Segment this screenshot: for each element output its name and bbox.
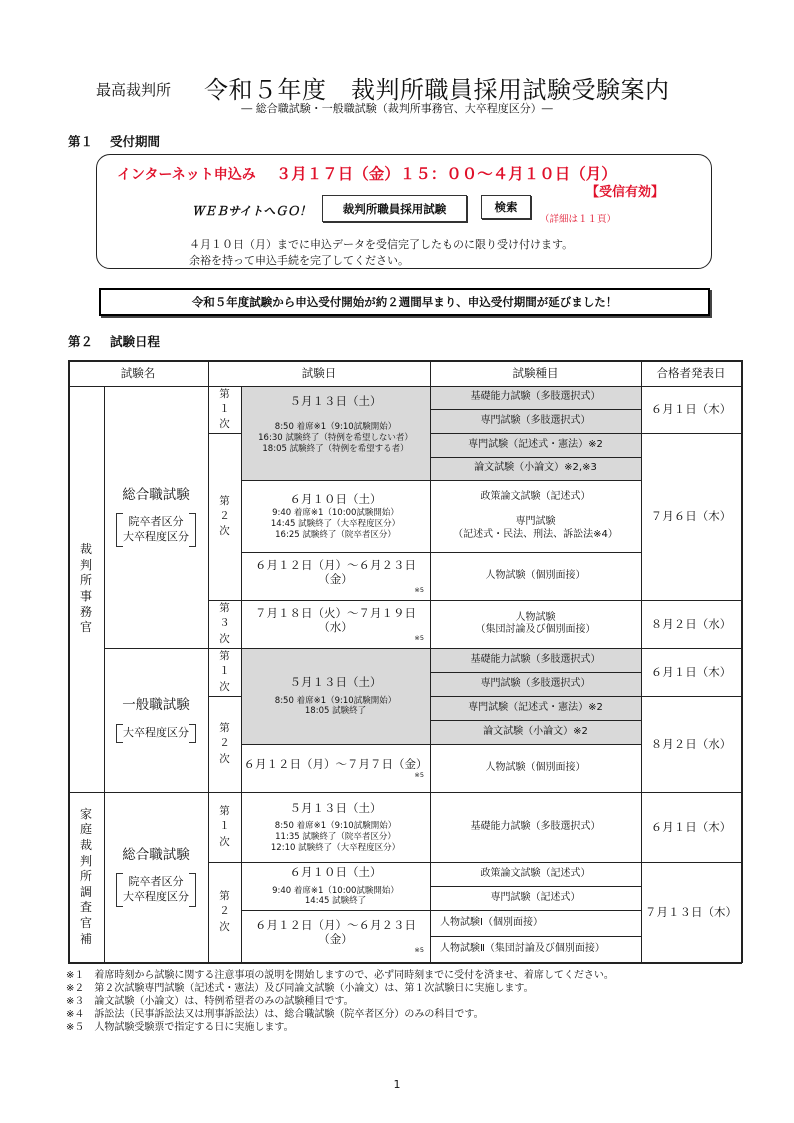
- date-cell: [241, 910, 430, 962]
- exam-date: ７月１８日（火）～７月１９日（水）: [255, 605, 416, 634]
- subject-cell: 人物試験Ⅰ（個別面接）: [440, 916, 543, 928]
- phase-2: 第２次: [219, 722, 230, 765]
- footnote-ref: ※5: [414, 634, 424, 643]
- exam-date: ６月１０日（土）: [289, 865, 382, 880]
- page-number: 1: [393, 1078, 401, 1091]
- date-cell: [241, 792, 430, 862]
- footnote-1: ※１ 着席時刻から試験に関する注意事項の説明を開始しますので、必ず同時刻までに受付を済ませ、着席してください。: [66, 970, 614, 981]
- subject-cell: 専門試験（記述式・憲法）※2: [468, 701, 603, 713]
- category-bracket: 大卒程度区分: [116, 724, 196, 743]
- exam-sogo-investigator: [104, 792, 208, 962]
- subject-cell: 人物試験（個別面接）: [485, 569, 586, 581]
- category-bracket: 院卒者区分 大卒程度区分: [116, 873, 196, 907]
- time-note: 8:50 着席※1（9:10試験開始）: [274, 695, 397, 706]
- result-date: ６月１日（木）: [650, 664, 732, 679]
- result-date: ６月１日（木）: [650, 402, 732, 417]
- subject-cell: 人物試験 （集団討論及び個別面接）: [475, 611, 596, 635]
- time-note: 8:50 着席※1（9:10試験開始）: [274, 821, 397, 832]
- exam-name: 一般職試験: [122, 697, 190, 714]
- subject-cell: 人物試験Ⅱ（集団討論及び個別面接）: [440, 942, 605, 954]
- time-note: 9:40 着席※1（10:00試験開始）: [272, 508, 399, 519]
- exam-name: 総合職試験: [122, 487, 190, 504]
- web-go-label: ＷＥＢサイトへＧＯ！: [192, 204, 312, 218]
- date-cell: [241, 386, 430, 480]
- exam-date: ６月１２日（月）～６月２３日（金）: [255, 557, 416, 586]
- internet-application: [117, 162, 617, 184]
- subject-cell: 論文試験（小論文）※2: [483, 725, 588, 737]
- application-dates: ３月１７日（金）１５：００～４月１０日（月）: [275, 165, 617, 183]
- section-1-heading: [68, 132, 160, 150]
- footnote-4: ※４ 訴訟法（民事訴訟法又は刑事訴訟法）は、総合職試験（院卒者区分）のみの科目です。: [66, 1009, 484, 1020]
- time-note: 18:05 試験終了（特例を希望する者）: [262, 443, 409, 454]
- time-note: 14:45 試験終了（大卒程度区分）: [270, 518, 401, 529]
- footnote-ref: ※5: [414, 771, 424, 780]
- search-button[interactable]: 検索: [481, 195, 531, 219]
- date-cell: [241, 600, 430, 648]
- result-date: ８月２日（水）: [650, 616, 732, 631]
- period-note-2: 余裕を持って申込手続を完了してください。: [189, 254, 409, 267]
- group-label-clerk: 裁判所事務官: [79, 542, 92, 635]
- header-exam-date: 試験日: [301, 365, 337, 380]
- time-note: 9:40 着席※1（10:00試験開始）: [272, 885, 399, 896]
- exam-sogo: [104, 386, 208, 648]
- notice-banner: 令和５年度試験から申込受付開始が約２週間早まり、申込受付期間が延びました！: [99, 288, 710, 316]
- exam-date: ６月１２日（月）～６月２３日（金）: [255, 917, 416, 946]
- search-box[interactable]: 裁判所職員採用試験: [322, 195, 467, 222]
- exam-date: ６月１０日（土）: [289, 491, 382, 506]
- subject-cell: 専門試験（多肢選択式）: [480, 677, 591, 689]
- section-label: 受付期間: [110, 134, 161, 149]
- org-name: 最高裁判所: [96, 81, 172, 99]
- subject-cell: 基礎能力試験（多肢選択式）: [470, 653, 601, 665]
- section-2-heading: [68, 332, 160, 350]
- subject-cell: 基礎能力試験（多肢選択式）: [470, 820, 601, 832]
- time-note: 12:10 試験終了（大卒程度区分）: [270, 842, 401, 853]
- exam-date: ５月１３日（土）: [289, 394, 382, 408]
- section-label: 試験日程: [110, 334, 161, 349]
- exam-name: 総合職試験: [122, 847, 190, 864]
- footnote-ref: ※5: [414, 586, 424, 595]
- subject-cell: 人物試験（個別面接）: [485, 761, 586, 773]
- header-exam-subject: 試験種目: [512, 365, 559, 380]
- valid-note: 【受信有効】: [586, 185, 665, 200]
- result-date: ６月１日（木）: [650, 819, 732, 834]
- date-cell: [241, 480, 430, 552]
- date-cell: [241, 744, 430, 792]
- detail-reference: （詳細は１１頁）: [540, 214, 617, 225]
- section-number: 第２: [68, 334, 94, 349]
- page-subtitle: ― 総合職試験・一般職試験（裁判所事務官、大卒程度区分）―: [241, 102, 553, 115]
- group-label-investigator: 家庭裁判所調査官補: [79, 806, 92, 946]
- subject-cell: 専門試験（記述式）: [490, 891, 581, 903]
- time-note: 16:30 試験終了（特例を希望しない者）: [258, 433, 413, 443]
- phase-3: 第３次: [219, 602, 230, 645]
- header-result-date: 合格者発表日: [656, 365, 726, 380]
- phase-1: 第１次: [219, 805, 230, 848]
- header-exam-name: 試験名: [120, 365, 156, 380]
- footnote-2: ※２ 第２次試験専門試験（記述式・憲法）及び同論文試験（小論文）は、第１次試験日に実施します。: [66, 983, 534, 994]
- result-date: ７月６日（木）: [650, 509, 732, 524]
- table-line: [741, 360, 743, 963]
- footnote-ref: ※5: [414, 946, 424, 955]
- time-note: 14:45 試験終了: [304, 896, 367, 907]
- subject-cell: 政策論文試験（記述式）: [480, 867, 591, 879]
- time-note: 8:50 着席※1（9:10試験開始）: [274, 422, 397, 433]
- page-title: 令和５年度 裁判所職員採用試験受験案内: [204, 76, 670, 104]
- internet-label: インターネット申込み: [117, 167, 256, 183]
- exam-date: ６月１２日（月）～７月７日（金）: [243, 756, 428, 771]
- exam-date: ５月１３日（土）: [289, 800, 382, 815]
- result-date: ７月１３日（木）: [645, 904, 737, 919]
- time-note: 18:05 試験終了: [304, 706, 367, 717]
- exam-date: ５月１３日（土）: [289, 675, 382, 690]
- footnote-3: ※３ 論文試験（小論文）は、特例希望者のみの試験種目です。: [66, 996, 354, 1007]
- phase-1: 第１次: [219, 650, 230, 693]
- date-cell: [241, 552, 430, 600]
- section-number: 第１: [68, 134, 94, 149]
- phase-2: 第２次: [219, 494, 230, 538]
- subject-cell: 基礎能力試験（多肢選択式）: [470, 391, 601, 403]
- phase-2: 第２次: [219, 890, 230, 933]
- footnote-5: ※５ 人物試験受験票で指定する日に実施します。: [66, 1022, 294, 1033]
- time-note: 11:35 試験終了（院卒者区分）: [275, 831, 396, 842]
- date-cell: [241, 862, 430, 910]
- exam-ippan: [104, 648, 208, 792]
- period-note-1: ４月１０日（月）までに申込データを受信完了したものに限り受け付けます。: [189, 238, 574, 251]
- subject-cell: 論文試験（小論文）※2,※3: [474, 462, 597, 474]
- subject-cell: 専門試験（多肢選択式）: [480, 414, 591, 426]
- subject-cell: 政策論文試験（記述式） 専門試験 （記述式・民法、刑法、訴訟法※4）: [453, 490, 618, 540]
- result-date: ８月２日（水）: [650, 736, 732, 751]
- date-cell: [241, 648, 430, 744]
- phase-1: 第１次: [219, 387, 230, 431]
- subject-cell: 専門試験（記述式・憲法）※2: [468, 438, 603, 450]
- time-note: 16:25 試験終了（院卒者区分）: [275, 529, 396, 540]
- category-bracket: 院卒者区分 大卒程度区分: [116, 513, 196, 547]
